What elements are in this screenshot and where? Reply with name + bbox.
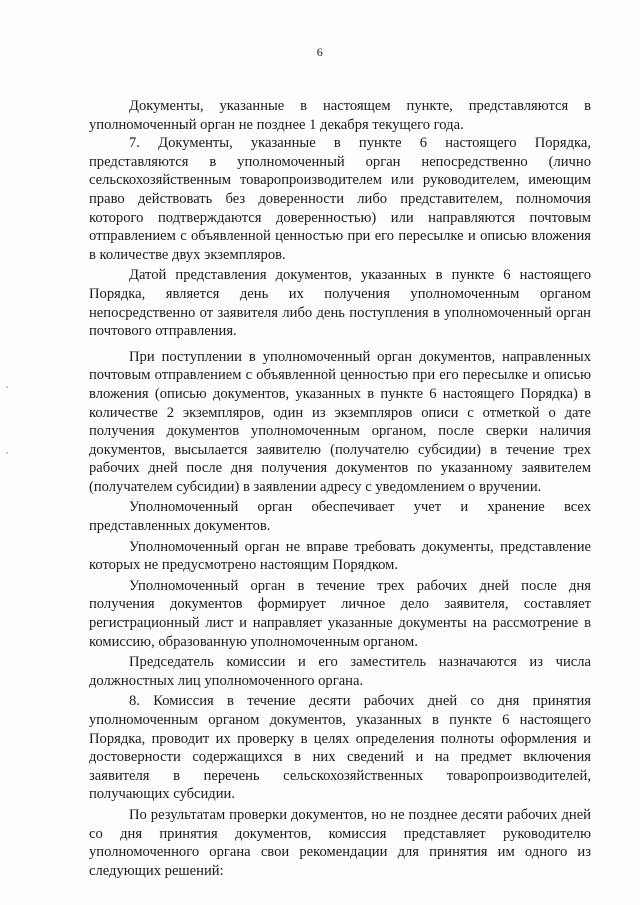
page-number: 6	[316, 45, 324, 59]
document-body	[89, 97, 591, 880]
paragraph-submission-date: Датой представления документов, указанных в пункте 6 настоящего Порядка, является день их получения уполномоченным органом непосредственно от заявителя либо день поступления в уполномоченный орган почтового отправления.	[89, 267, 591, 340]
paragraph-documents-deadline: Документы, указанные в настоящем пункте, представляются в уполномоченный орган не позднее 1 декабря текущего года.	[89, 98, 591, 133]
paragraph-no-extra-documents: Уполномоченный орган не вправе требовать документы, представление которых не предусмотрено настоящим Порядком.	[89, 538, 591, 574]
paragraph-clause-7: 7. Документы, указанные в пункте 6 настоящего Порядка, представляются в уполномоченный орган непосредственно (лично сельскохозяйственным товаропроизводителем или руководителем, имеющим право действовать без доверенности либо представителем, полномочия которого подтверждаются доверенностью) или направляются почтовым отправлением с объявленной ценностью при его пересылке и описью вложения в количестве двух экземпляров.	[89, 135, 591, 263]
paragraph-commission-recommendations: По результатам проверки документов, но не позднее десяти рабочих дней со дня принятия документов, комиссия представляет руководителю уполномоченного органа свои рекомендации для принятия им одного из следующих решений:	[89, 806, 591, 879]
scan-margin-mark	[6, 452, 8, 454]
paragraph-document-storage: Уполномоченный орган обеспечивает учет и хранение всех представленных документов.	[89, 499, 591, 535]
scan-margin-mark	[6, 386, 8, 388]
paragraph-clause-8: 8. Комиссия в течение десяти рабочих дней со дня принятия уполномоченным органом документов, указанных в пункте 6 настоящего Порядка, проводит их проверку в целях определения полноты оформления и достоверности содержащихся в них сведений и на предмет включения заявителя в перечень сельскохозяйственных товаропроизводителей, получающих субсидии.	[89, 693, 591, 803]
paragraph-commission-chair: Председатель комиссии и его заместитель назначаются из числа должностных лиц уполномоченного органа.	[89, 654, 591, 689]
paragraph-postal-receipt: При поступлении в уполномоченный орган документов, направленных почтовым отправлением с объявленной ценностью при его пересылке и описью вложения (описью документов, указанных в пункте 6 настоящего Порядка) в количестве 2 экземпляров, один из экземпляров описи с отметкой о дате получения документов уполномоченным органом, после сверки наличия документов, высылается заявителю (получателю субсидии) в течение трех рабочих дней после дня получения документов по указанному заявителем (получателем субсидии) в заявлении адресу с уведомлением о вручении.	[89, 348, 591, 495]
paragraph-personal-file: Уполномоченный орган в течение трех рабочих дней после дня получения документов формирует личное дело заявителя, составляет регистрационный лист и направляет указанные документы на рассмотрение в комиссию, образованную уполномоченным органом.	[89, 577, 591, 650]
